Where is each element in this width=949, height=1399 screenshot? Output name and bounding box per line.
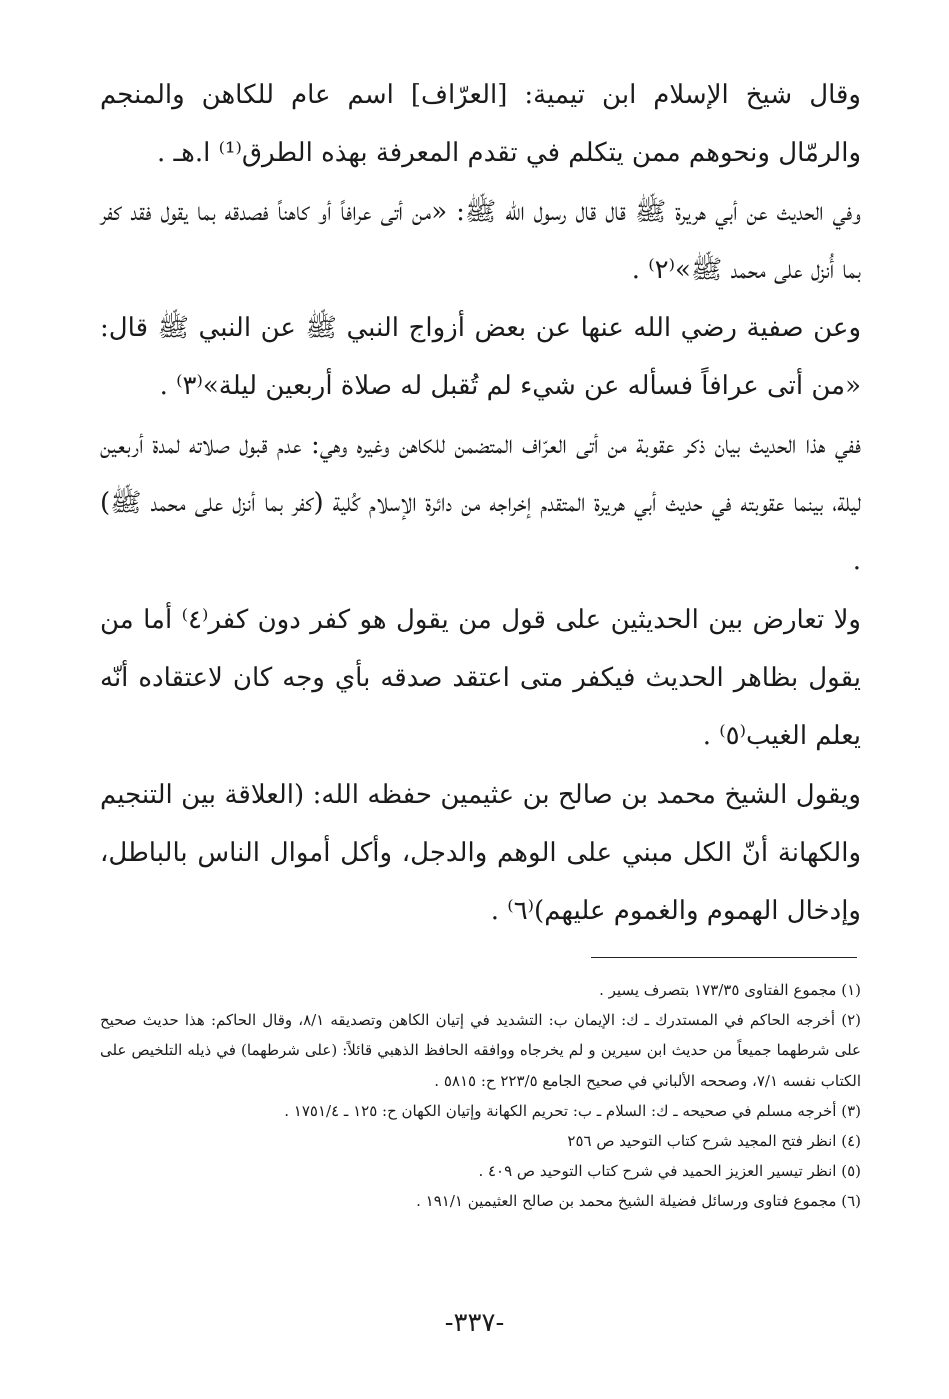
paragraph-4: ففي هذا الحديث بيان ذكر عقوبة من أتى العرّاف المتضمن للكاهن وغيره وهي: عدم قبول صلاته لمدة أربعين ليلة، بينما عقوبته في حديث أبي هريرة المتقدم إخراجه من دائرة الإسلام كُلية (كفر بما أنزل على محمد ﷺ) . bbox=[100, 429, 861, 577]
footnote-1: (١) مجموع الفتاوى ١٧٣/٣٥ بتصرف يسير . bbox=[599, 981, 861, 999]
footnotes bbox=[100, 975, 861, 1217]
paragraph-1: وقال شيخ الإسلام ابن تيمية: [العرّاف] اسم عام للكاهن والمنجم والرمّال ونحوهم ممن يتكلم في تقدم المعرفة بهذه الطرق⁽¹⁾ ا.هـ . bbox=[100, 80, 861, 169]
footnote-3: (٣) أخرجه مسلم في صحيحه ـ ك: السلام ـ ب: تحريم الكهانة وإتيان الكهان ح: ١٢٥ ـ ١٧٥١/٤ . bbox=[284, 1101, 861, 1120]
paragraph-5: ولا تعارض بين الحديثين على قول من يقول هو كفر دون كفر⁽٤⁾ أما من يقول بظاهر الحديث فيكفر متى اعتقد صدقه بأي وجه كان لاعتقاده أنّه يعلم الغيب⁽٥⁾ . bbox=[100, 604, 861, 752]
footnote-divider bbox=[591, 957, 857, 958]
footnote-4: (٤) انظر فتح المجيد شرح كتاب التوحيد ص ٢٥٦ bbox=[567, 1132, 861, 1151]
footnote-6: (٦) مجموع فتاوى ورسائل فضيلة الشيخ محمد بن صالح العثيمين ١٩١/١ . bbox=[416, 1192, 861, 1211]
paragraph-2: وفي الحديث عن أبي هريرة ﷺ قال قال رسول الله ﷺ: «من أتى عرافاً أو كاهناً فصدقه بما يقول فقد كفر بما أُنزل على محمد ﷺ»⁽٢⁾ . bbox=[100, 196, 861, 285]
footnote-2: (٢) أخرجه الحاكم في المستدرك ـ ك: الإيمان ب: التشديد في إتيان الكاهن وتصديقه ٨/١، وقال الحاكم: هذا حديث صحيح على شرطهما جميعاً من حديث ابن سيرين و لم يخرجاه ووافقه الحافظ الذهبي قائلاً: (على شرطهما) في ذيله التلخيص على الكتاب نفسه ٧/١، وصححه الألباني في صحيح الجامع ٢٢٣/٥ ح: ٥٨١٥ . bbox=[100, 1011, 861, 1090]
paragraph-3: وعن صفية رضي الله عنها عن بعض أزواج النبي ﷺ عن النبي ﷺ قال: «من أتى عرافاً فسأله عن شيء لم تُقبل له صلاة أربعين ليلة»⁽٣⁾ . bbox=[100, 313, 861, 402]
body-text bbox=[100, 66, 861, 940]
paragraph-6: ويقول الشيخ محمد بن صالح بن عثيمين حفظه الله: (العلاقة بين التنجيم والكهانة أنّ الكل مبني على الوهم والدجل، وأكل أموال الناس بالباطل، وإدخال الهموم والغموم عليهم)⁽٦⁾ . bbox=[100, 779, 861, 927]
footnote-5: (٥) انظر تيسير العزيز الحميد في شرح كتاب التوحيد ص ٤٠٩ . bbox=[478, 1162, 861, 1181]
page-number: -٣٣٧- bbox=[444, 1308, 505, 1338]
